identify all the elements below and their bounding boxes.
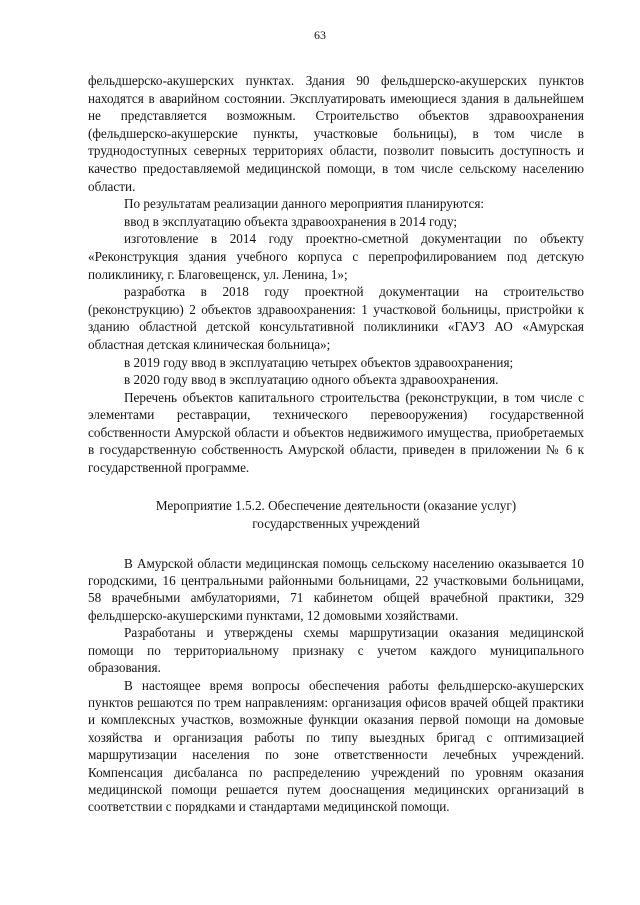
paragraph-construction-list: Перечень объектов капитального строительства (реконструкции, в том числе с элементами реставрации, технического перевооружения) государственной собственности Амурской области и объектов недвижимого имущества, приобретаемых в государственную собственность Амурской области, приведен в приложении № 6 к государственной программе. (88, 389, 584, 476)
section-heading-line2: государственных учреждений (252, 515, 420, 531)
paragraph-routing-schemes: Разработаны и утверждены схемы маршрутизации оказания медицинской помощи по территориальному признаку с учетом каждого муниципального образования. (88, 625, 584, 676)
section-intro (88, 72, 584, 477)
paragraph-result-2014-documentation: изготовление в 2014 году проектно-сметной документации по объекту «Реконструкция здания учебного корпуса с перепрофилированием под детскую поликлинику, г. Благовещенск, ул. Ленина, 1»; (88, 231, 584, 282)
section-heading (88, 477, 584, 555)
paragraph-results-intro: По результатам реализации данного мероприятия планируются: (124, 196, 485, 212)
paragraph-fap-directions: В настоящее время вопросы обеспечения работы фельдшерско-акушерских пунктов решаются по трем направлениям: организация офисов врачей общей практики и комплексных участков, возможные функции оказания первой помощи на домовые хозяйства и организация работы по типу выездных бригад с оптимизацией маршрутизации населения по зоне ответственности лечебных учреждений. Компенсация дисбаланса по распределению учреждений по уровням оказания медицинской помощи решается путем дооснащения медицинских организаций в соответствии с порядками и стандартами медицинской помощи. (88, 677, 584, 815)
page-number: 63 (314, 28, 326, 42)
paragraph-result-2018-design: разработка в 2018 году проектной документации на строительство (реконструкцию) 2 объектов здравоохранения: 1 участковой больницы, пристройки к зданию областной детской консультативной поликлиники «ГАУЗ АО «Амурская областная детская клиническая больница»; (88, 284, 584, 352)
paragraph-rural-care: В Амурской области медицинская помощь сельскому населению оказывается 10 городскими, 16 центральными районными больницами, 22 участковыми больницами, 58 врачебными амбулаториями, 71 кабинетом общей врачебной практики, 329 фельдшерско-акушерскими пунктами, 12 домовыми хозяйствами. (88, 555, 584, 623)
paragraph-result-2014-commissioning: ввод в эксплуатацию объекта здравоохранения в 2014 году; (124, 213, 458, 229)
paragraph-continuation: фельдшерско-акушерских пунктах. Здания 90 фельдшерско-акушерских пунктов находятся в аварийном состоянии. Эксплуатировать имеющиеся здания в дальнейшем не представляется возможным. Строительство объектов здравоохранения (фельдшерско-акушерские пункты, участковые больницы), в том числе в труднодоступных северных территориях области, позволит повысить доступность и качество предоставляемой медицинской помощи, в том числе сельскому населению области. (88, 73, 584, 194)
paragraph-result-2019: в 2019 году ввод в эксплуатацию четырех объектов здравоохранения; (124, 354, 514, 370)
paragraph-result-2020: в 2020 году ввод в эксплуатацию одного объекта здравоохранения. (124, 372, 499, 388)
section-institutions (88, 555, 584, 816)
document-body (88, 72, 584, 816)
section-heading-line1: Мероприятие 1.5.2. Обеспечение деятельности (оказание услуг) (155, 497, 517, 513)
